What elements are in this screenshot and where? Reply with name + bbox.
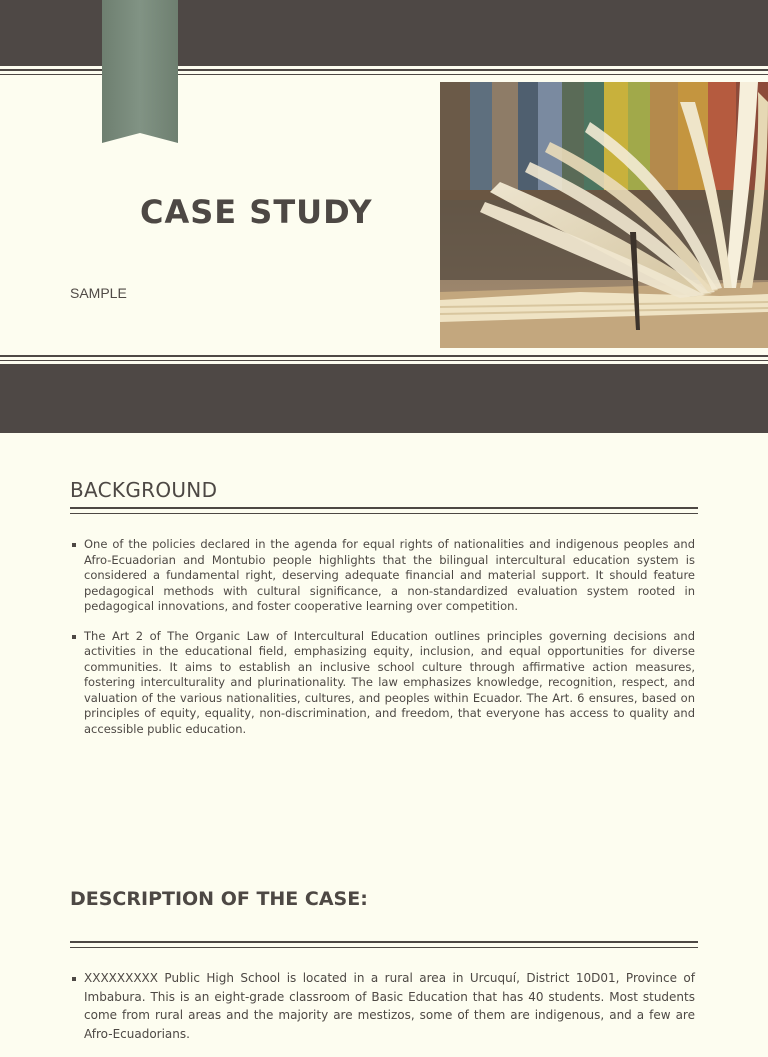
- background-bullet-text: One of the policies declared in the agenda for equal rights of nationalities and indigenous peoples and Afro-Ecuadorian and Montubio people highlights that the bilingual intercultural education system is considered a fundamental right, deserving adequate financial and material support. It should feature pedagogical methods with cultural significance, a non-standardized evaluation system rooted in pedagogical innovations, and foster cooperative learning over competition.: [84, 537, 695, 613]
- bullet-icon: [72, 977, 76, 981]
- description-bullet: [70, 969, 695, 1043]
- background-bullet: [70, 537, 695, 615]
- description-heading: DESCRIPTION OF THE CASE:: [70, 888, 368, 910]
- description-rule-thin: [70, 947, 698, 948]
- section-divider-band: [0, 364, 768, 433]
- description-bullet-list: [70, 969, 695, 1057]
- open-book-photo: [440, 82, 768, 348]
- description-bullet-text: XXXXXXXXX Public High School is located in a rural area in Urcuquí, District 10D01, Province of Imbabura. This is an eight-grade classroom of Basic Education that has 40 students. Most students come from rural areas and the majority are mestizos, some of them are indigenous, and a few are Afro-Ecuadorians.: [84, 971, 695, 1041]
- cover-bottom-rule-thick: [0, 355, 768, 357]
- background-bullet-list: [70, 537, 695, 751]
- bullet-icon: [72, 635, 76, 639]
- description-rule-thick: [70, 941, 698, 943]
- background-rule-thick: [70, 507, 698, 509]
- cover-title: CASE STUDY: [140, 193, 373, 231]
- cover-subtitle: SAMPLE: [70, 285, 127, 301]
- background-bullet-text: The Art 2 of The Organic Law of Intercultural Education outlines principles governing decisions and activities in the educational field, emphasizing equity, inclusion, and equal opportunities for diverse communities. It aims to establish an inclusive school culture through affirmative action measures, fostering interculturality and plurinationality. The law emphasizes knowledge, recognition, respect, and valuation of the various nationalities, cultures, and peoples within Ecuador. The Art. 6 ensures, based on principles of equity, equality, non-discrimination, and freedom, that everyone has access to quality and accessible public education.: [84, 628, 695, 736]
- bullet-icon: [72, 543, 76, 547]
- background-rule-thin: [70, 513, 698, 514]
- background-bullet: [70, 629, 695, 738]
- background-heading: BACKGROUND: [70, 478, 218, 502]
- bookmark-ribbon-icon: [102, 0, 178, 143]
- cover-bottom-rule-thin: [0, 360, 768, 361]
